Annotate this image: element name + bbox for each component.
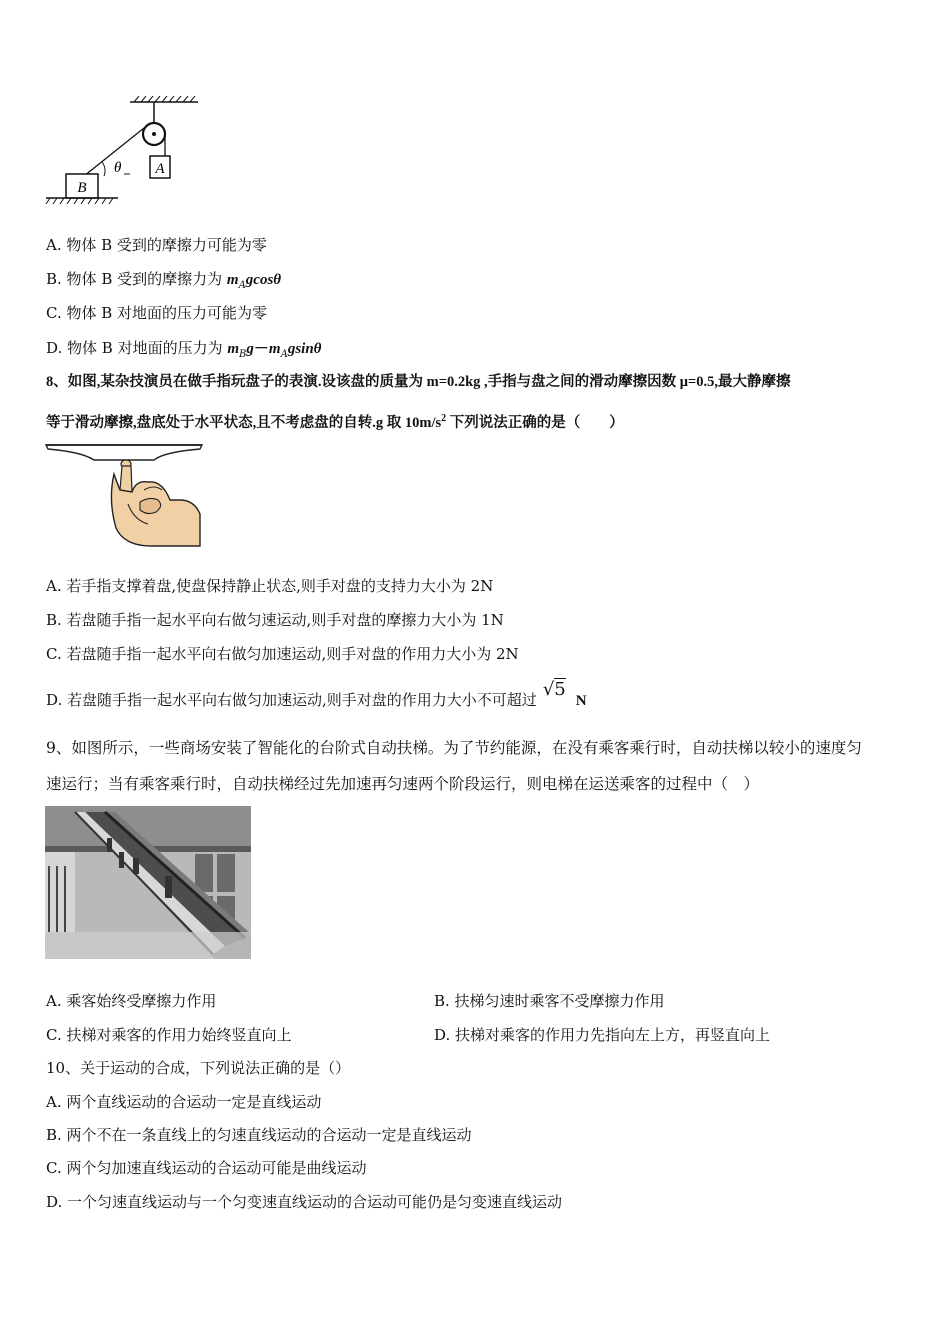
- angle-label: θ: [114, 160, 122, 176]
- q10-stem: 10、关于运动的合成，下列说法正确的是（）: [46, 1059, 351, 1077]
- q8-stem-line2: 等于滑动摩擦,盘底处于水平状态,且不考虑盘的自转.g 取 $10m/s^2$ 下列说法正确的是（ ）: [46, 413, 624, 431]
- q9-stem-line2: 速运行；当有乘客乘行时，自动扶梯经过先加速再匀速两个阶段运行，则电梯在运送乘客的过程中（ ）: [46, 775, 760, 793]
- q8-option-a: A. 若手指支撑着盘,使盘保持静止状态,则手对盘的支持力大小为 2N: [46, 577, 494, 595]
- q7-option-d: D. 物体 B 对地面的压力为 $m_Bg-m_Agsin\theta$: [46, 339, 322, 360]
- q7-option-a: A. 物体 B 受到的摩擦力可能为零: [46, 236, 267, 254]
- q8-option-c: C. 若盘随手指一起水平向右做匀加速运动,则手对盘的作用力大小为 2N: [46, 645, 519, 663]
- pulley-diagram-svg: [44, 96, 204, 208]
- plate-spinning-illustration: [44, 440, 206, 550]
- q9-option-d: D. 扶梯对乘客的作用力先指向左上方，再竖直向上: [434, 1026, 771, 1044]
- plate-hand-svg: [44, 440, 206, 550]
- escalator-photo-svg: [45, 806, 251, 959]
- q7-option-c: C. 物体 B 对地面的压力可能为零: [46, 304, 268, 322]
- escalator-photo: [45, 806, 251, 959]
- q8-option-d: D. 若盘随手指一起水平向右做匀加速运动,则手对盘的作用力大小不可超过 √5N: [46, 679, 587, 709]
- q10-option-b: B. 两个不在一条直线上的匀速直线运动的合运动一定是直线运动: [46, 1126, 472, 1144]
- q9-option-a: A. 乘客始终受摩擦力作用: [46, 992, 217, 1010]
- q9-option-b: B. 扶梯匀速时乘客不受摩擦力作用: [434, 992, 665, 1010]
- q10-option-d: D. 一个匀速直线运动与一个匀变速直线运动的合运动可能仍是匀变速直线运动: [46, 1193, 563, 1211]
- q9-option-c: C. 扶梯对乘客的作用力始终竖直向上: [46, 1026, 292, 1044]
- sqrt-five: √5: [542, 679, 566, 700]
- q10-option-a: A. 两个直线运动的合运动一定是直线运动: [46, 1093, 322, 1111]
- pulley-diagram: [44, 96, 204, 208]
- q10-option-c: C. 两个匀加速直线运动的合运动可能是曲线运动: [46, 1159, 367, 1177]
- block-b-label: B: [77, 180, 87, 196]
- q7-option-b: B. 物体 B 受到的摩擦力为 $m_Agcos\theta$: [46, 270, 282, 291]
- q8-option-b: B. 若盘随手指一起水平向右做匀速运动,则手对盘的摩擦力大小为 1N: [46, 611, 504, 629]
- block-a-label: A: [155, 161, 165, 177]
- q9-stem-line1: 9、如图所示，一些商场安装了智能化的台阶式自动扶梯。为了节约能源，在没有乘客乘行时，自动扶梯以较小的速度匀: [46, 739, 862, 757]
- q8-stem-line1: 8、如图,某杂技演员在做手指玩盘子的表演.设该盘的质量为 m=0.2kg ,手指与盘之间的滑动摩擦因数 μ=0.5,最大静摩擦: [46, 374, 791, 390]
